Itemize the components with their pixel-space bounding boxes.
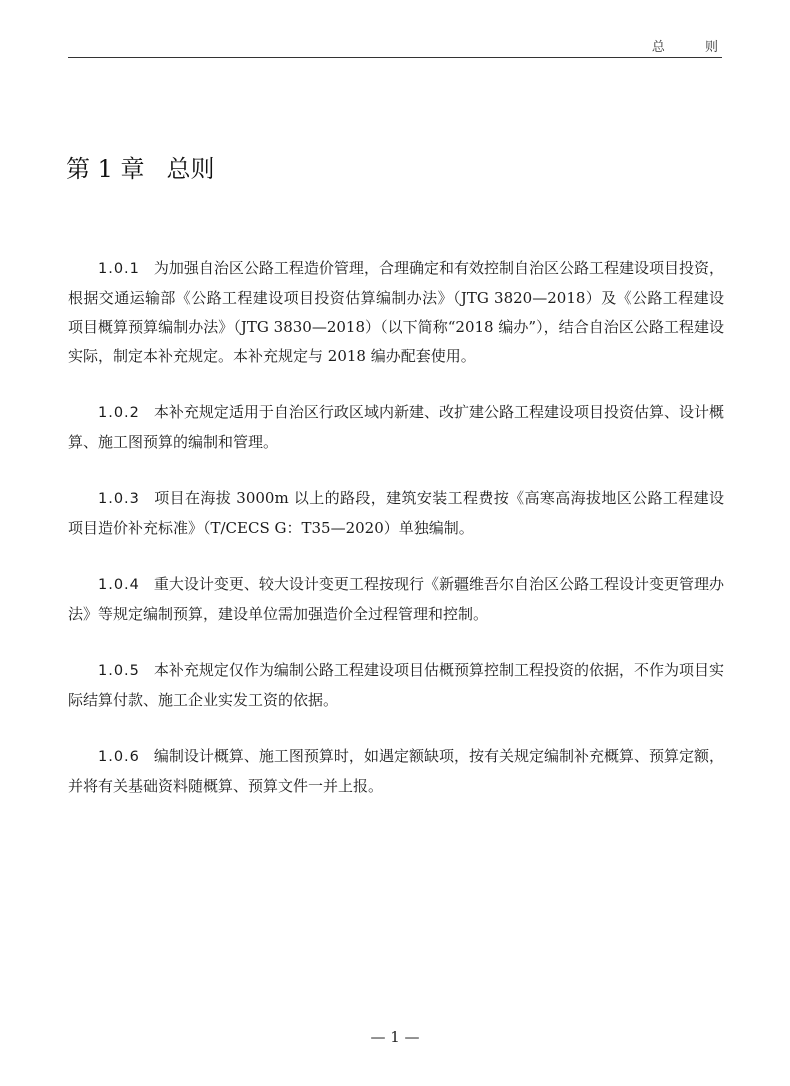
clause-1-0-5 — [68, 656, 724, 715]
clause-number: 1.0.3 — [98, 491, 140, 507]
chapter-content — [68, 254, 724, 828]
clause-1-0-1 — [68, 254, 724, 371]
page-number: — 1 — — [370, 1028, 420, 1046]
chapter-number: 第 1 章 — [66, 155, 145, 183]
clause-number: 1.0.6 — [98, 749, 140, 765]
clause-1-0-3 — [68, 484, 724, 543]
clause-text: 重大设计变更、较大设计变更工程按现行《新疆维吾尔自治区公路工程设计变更管理办法》等规定编制预算，建设单位需加强造价全过程管理和控制。 — [68, 575, 724, 623]
clause-text: 项目在海拔 3000m 以上的路段，建筑安装工程费按《高寒高海拔地区公路工程建设项目造价补充标准》（T/CECS G：T35—2020）单独编制。 — [68, 489, 724, 537]
clause-number: 1.0.2 — [98, 405, 140, 421]
clause-number: 1.0.1 — [98, 261, 140, 277]
clause-text: 编制设计概算、施工图预算时，如遇定额缺项，按有关规定编制补充概算、预算定额，并将有关基础资料随概算、预算文件一并上报。 — [68, 747, 724, 795]
clause-1-0-2 — [68, 398, 724, 457]
clause-number: 1.0.4 — [98, 577, 140, 593]
clause-text: 本补充规定适用于自治区行政区域内新建、改扩建公路工程建设项目投资估算、设计概算、施工图预算的编制和管理。 — [68, 403, 724, 451]
clause-number: 1.0.5 — [98, 663, 140, 679]
running-header — [68, 30, 736, 58]
clause-text: 为加强自治区公路工程造价管理，合理确定和有效控制自治区公路工程建设项目投资，根据交通运输部《公路工程建设项目投资估算编制办法》（JTG 3820—2018）及《公路工程建设项目概算预算编制办法》（JTG 3830—2018）（以下简称“2018 编办”），结合自治区公路工程建设实际，制定本补充规定。本补充规定与 2018 编办配套使用。 — [68, 259, 724, 365]
clause-text: 本补充规定仅作为编制公路工程建设项目估概预算控制工程投资的依据，不作为项目实际结算付款、施工企业实发工资的依据。 — [68, 661, 724, 709]
clause-1-0-6 — [68, 742, 724, 801]
chapter-title — [66, 152, 215, 186]
clause-1-0-4 — [68, 570, 724, 629]
running-header-title: 总 则 — [651, 40, 736, 55]
chapter-name: 总则 — [166, 155, 215, 183]
